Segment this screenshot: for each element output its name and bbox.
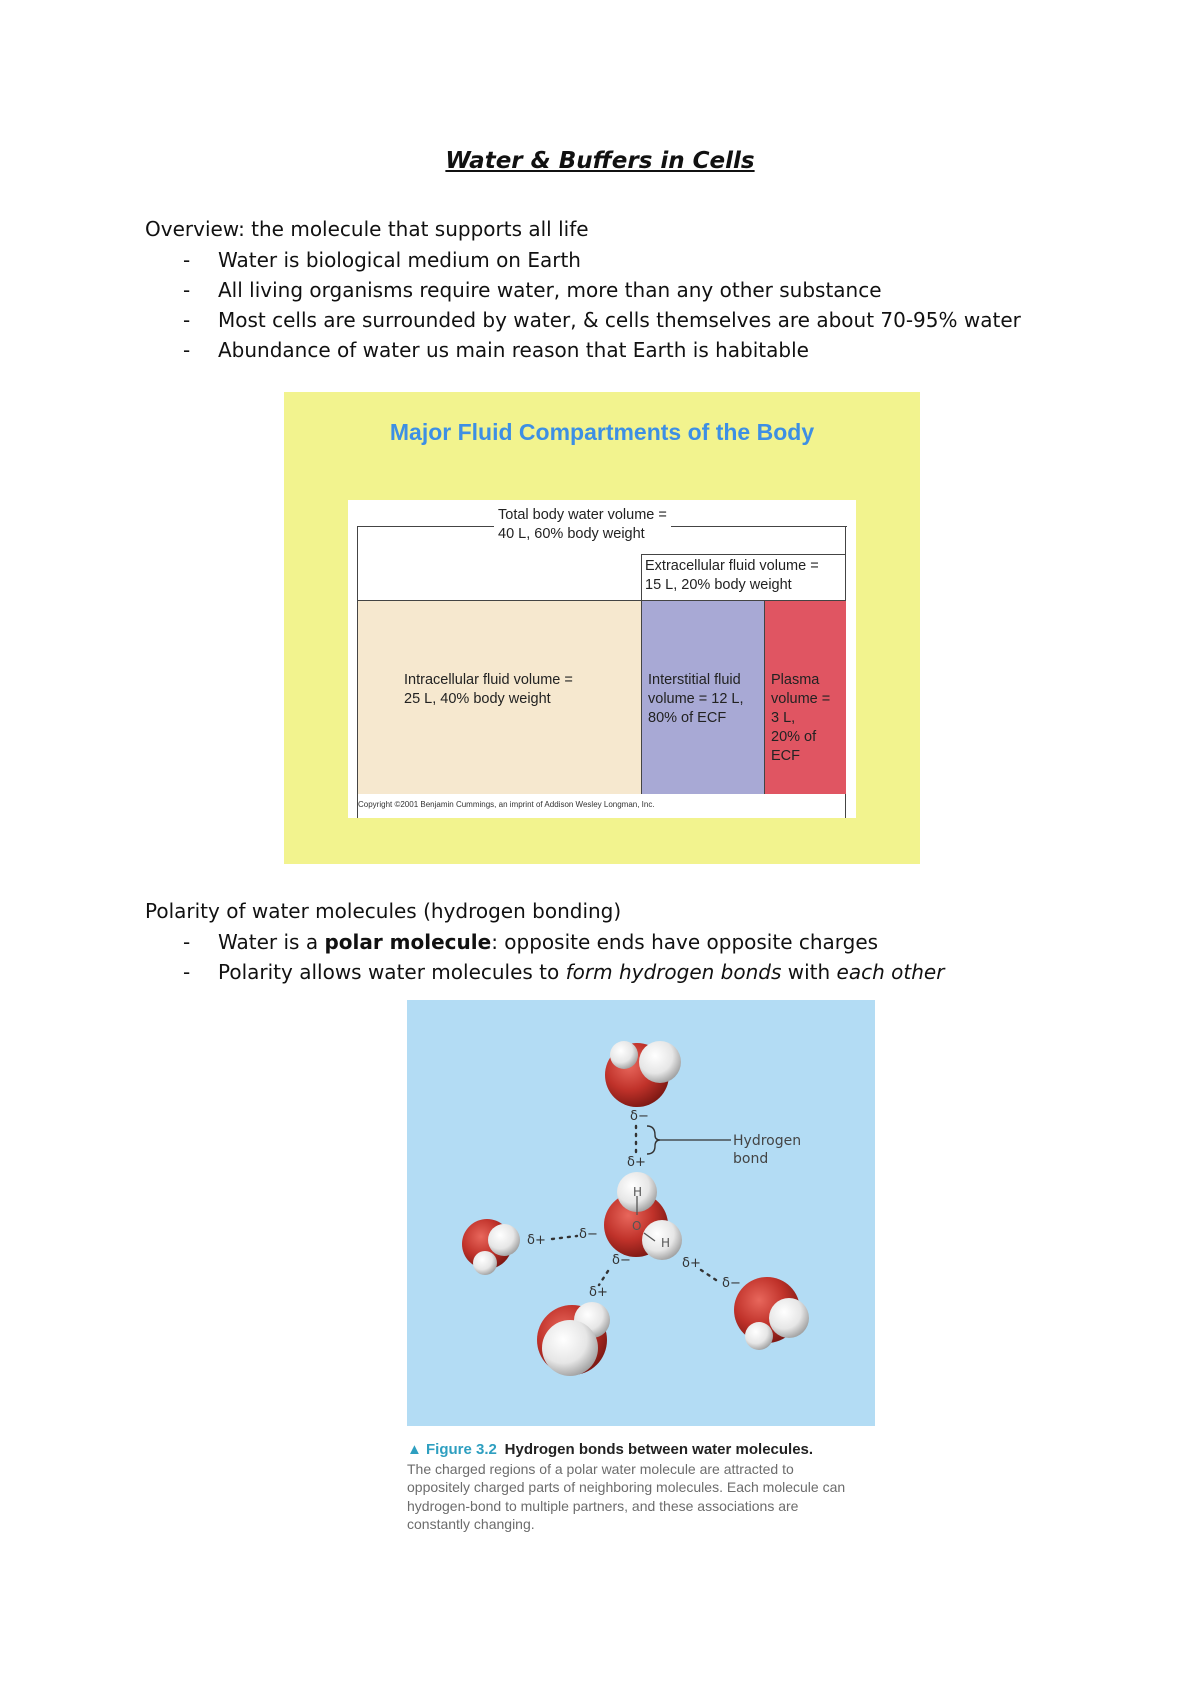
bullet-dash: - xyxy=(183,930,191,954)
hydrogen-bond-figure xyxy=(407,1000,875,1426)
water-molecule-right xyxy=(734,1277,809,1350)
polarity-heading: Polarity of water molecules (hydrogen bonding) xyxy=(145,899,622,923)
copyright-text: Copyright ©2001 Benjamin Cummings, an imprint of Addison Wesley Longman, Inc. xyxy=(358,800,655,809)
atom-label-o: O xyxy=(632,1219,642,1233)
delta-plus-label: δ+ xyxy=(627,1155,646,1170)
water-molecule-top xyxy=(605,1041,681,1107)
ecf-label: Extracellular fluid volume = 15 L, 20% body weight xyxy=(645,558,819,593)
compartment-diagram xyxy=(348,500,856,818)
list-item: - All living organisms require water, more than any other substance xyxy=(145,275,1021,305)
figure-caption xyxy=(407,1440,877,1534)
total-water-label: Total body water volume = 40 L, 60% body weight xyxy=(494,506,671,544)
delta-plus-label: δ+ xyxy=(527,1233,546,1248)
list-item: - Abundance of water us main reason that Earth is habitable xyxy=(145,335,1021,365)
caption-line: oppositely charged parts of neighboring molecules. Each molecule can xyxy=(407,1479,846,1495)
overview-heading: Overview: the molecule that supports all life xyxy=(145,217,589,241)
caption-line: The charged regions of a polar water molecule are attracted to xyxy=(407,1460,794,1477)
hydrogen-bond-label: Hydrogen xyxy=(733,1133,802,1149)
bullet-dash: - xyxy=(183,248,191,272)
bullet-dash: - xyxy=(183,338,191,362)
water-molecule-bottom-left xyxy=(537,1302,610,1376)
italic-term: each other xyxy=(836,960,945,984)
delta-minus-label: δ− xyxy=(579,1227,598,1242)
bullet-dash: - xyxy=(183,308,191,332)
isf-label: Interstitial fluid volume = 12 L, 80% of ECF xyxy=(648,672,744,726)
caption-figure-number: ▲ Figure 3.2 xyxy=(407,1441,497,1458)
plasma-label: Plasma volume = 3 L, 20% of ECF xyxy=(771,672,831,764)
list-item: - Water is a polar molecule: opposite ends have opposite charges xyxy=(145,927,944,957)
interstitial-compartment xyxy=(641,601,764,794)
hydrogen-bond-dots xyxy=(552,1236,577,1239)
hydrogen-bond-dots xyxy=(701,1270,719,1282)
water-molecules-illustration xyxy=(407,1000,875,1426)
overview-list xyxy=(145,245,1021,365)
delta-minus-label: δ− xyxy=(722,1276,741,1291)
water-molecule-left xyxy=(462,1219,520,1275)
delta-minus-label: δ− xyxy=(612,1253,631,1268)
delta-plus-label: δ+ xyxy=(589,1285,608,1300)
figure-title: Major Fluid Compartments of the Body xyxy=(389,419,815,445)
bullet-dash: - xyxy=(183,278,191,302)
icf-label: Intracellular fluid volume = 25 L, 40% body weight xyxy=(404,672,573,707)
delta-minus-label: δ− xyxy=(630,1109,649,1124)
plasma-compartment xyxy=(764,601,846,794)
caption-line: hydrogen-bond to multiple partners, and these associations are xyxy=(407,1497,799,1514)
caption-line: constantly changing. xyxy=(407,1516,535,1532)
intracellular-compartment xyxy=(358,601,641,794)
document-title: Water & Buffers in Cells xyxy=(445,148,755,174)
bold-term: polar molecule xyxy=(324,930,492,954)
hydrogen-bond-dots xyxy=(599,1271,608,1285)
hydrogen-bond-label: bond xyxy=(733,1151,769,1167)
italic-term: form hydrogen bonds xyxy=(565,960,782,984)
list-item: - Polarity allows water molecules to form hydrogen bonds with each other xyxy=(145,957,944,987)
water-molecule-center xyxy=(604,1172,682,1260)
atom-label-h: H xyxy=(633,1185,643,1199)
delta-plus-label: δ+ xyxy=(682,1256,701,1271)
atom-label-h: H xyxy=(661,1236,671,1250)
list-item: - Water is biological medium on Earth xyxy=(145,245,1021,275)
list-item: - Most cells are surrounded by water, & cells themselves are about 70-95% water xyxy=(145,305,1021,335)
polarity-list xyxy=(145,927,944,987)
bond-brace xyxy=(647,1126,660,1154)
fluid-compartments-figure xyxy=(284,392,920,864)
caption-title: Hydrogen bonds between water molecules. xyxy=(504,1441,814,1458)
bullet-dash: - xyxy=(183,960,191,984)
